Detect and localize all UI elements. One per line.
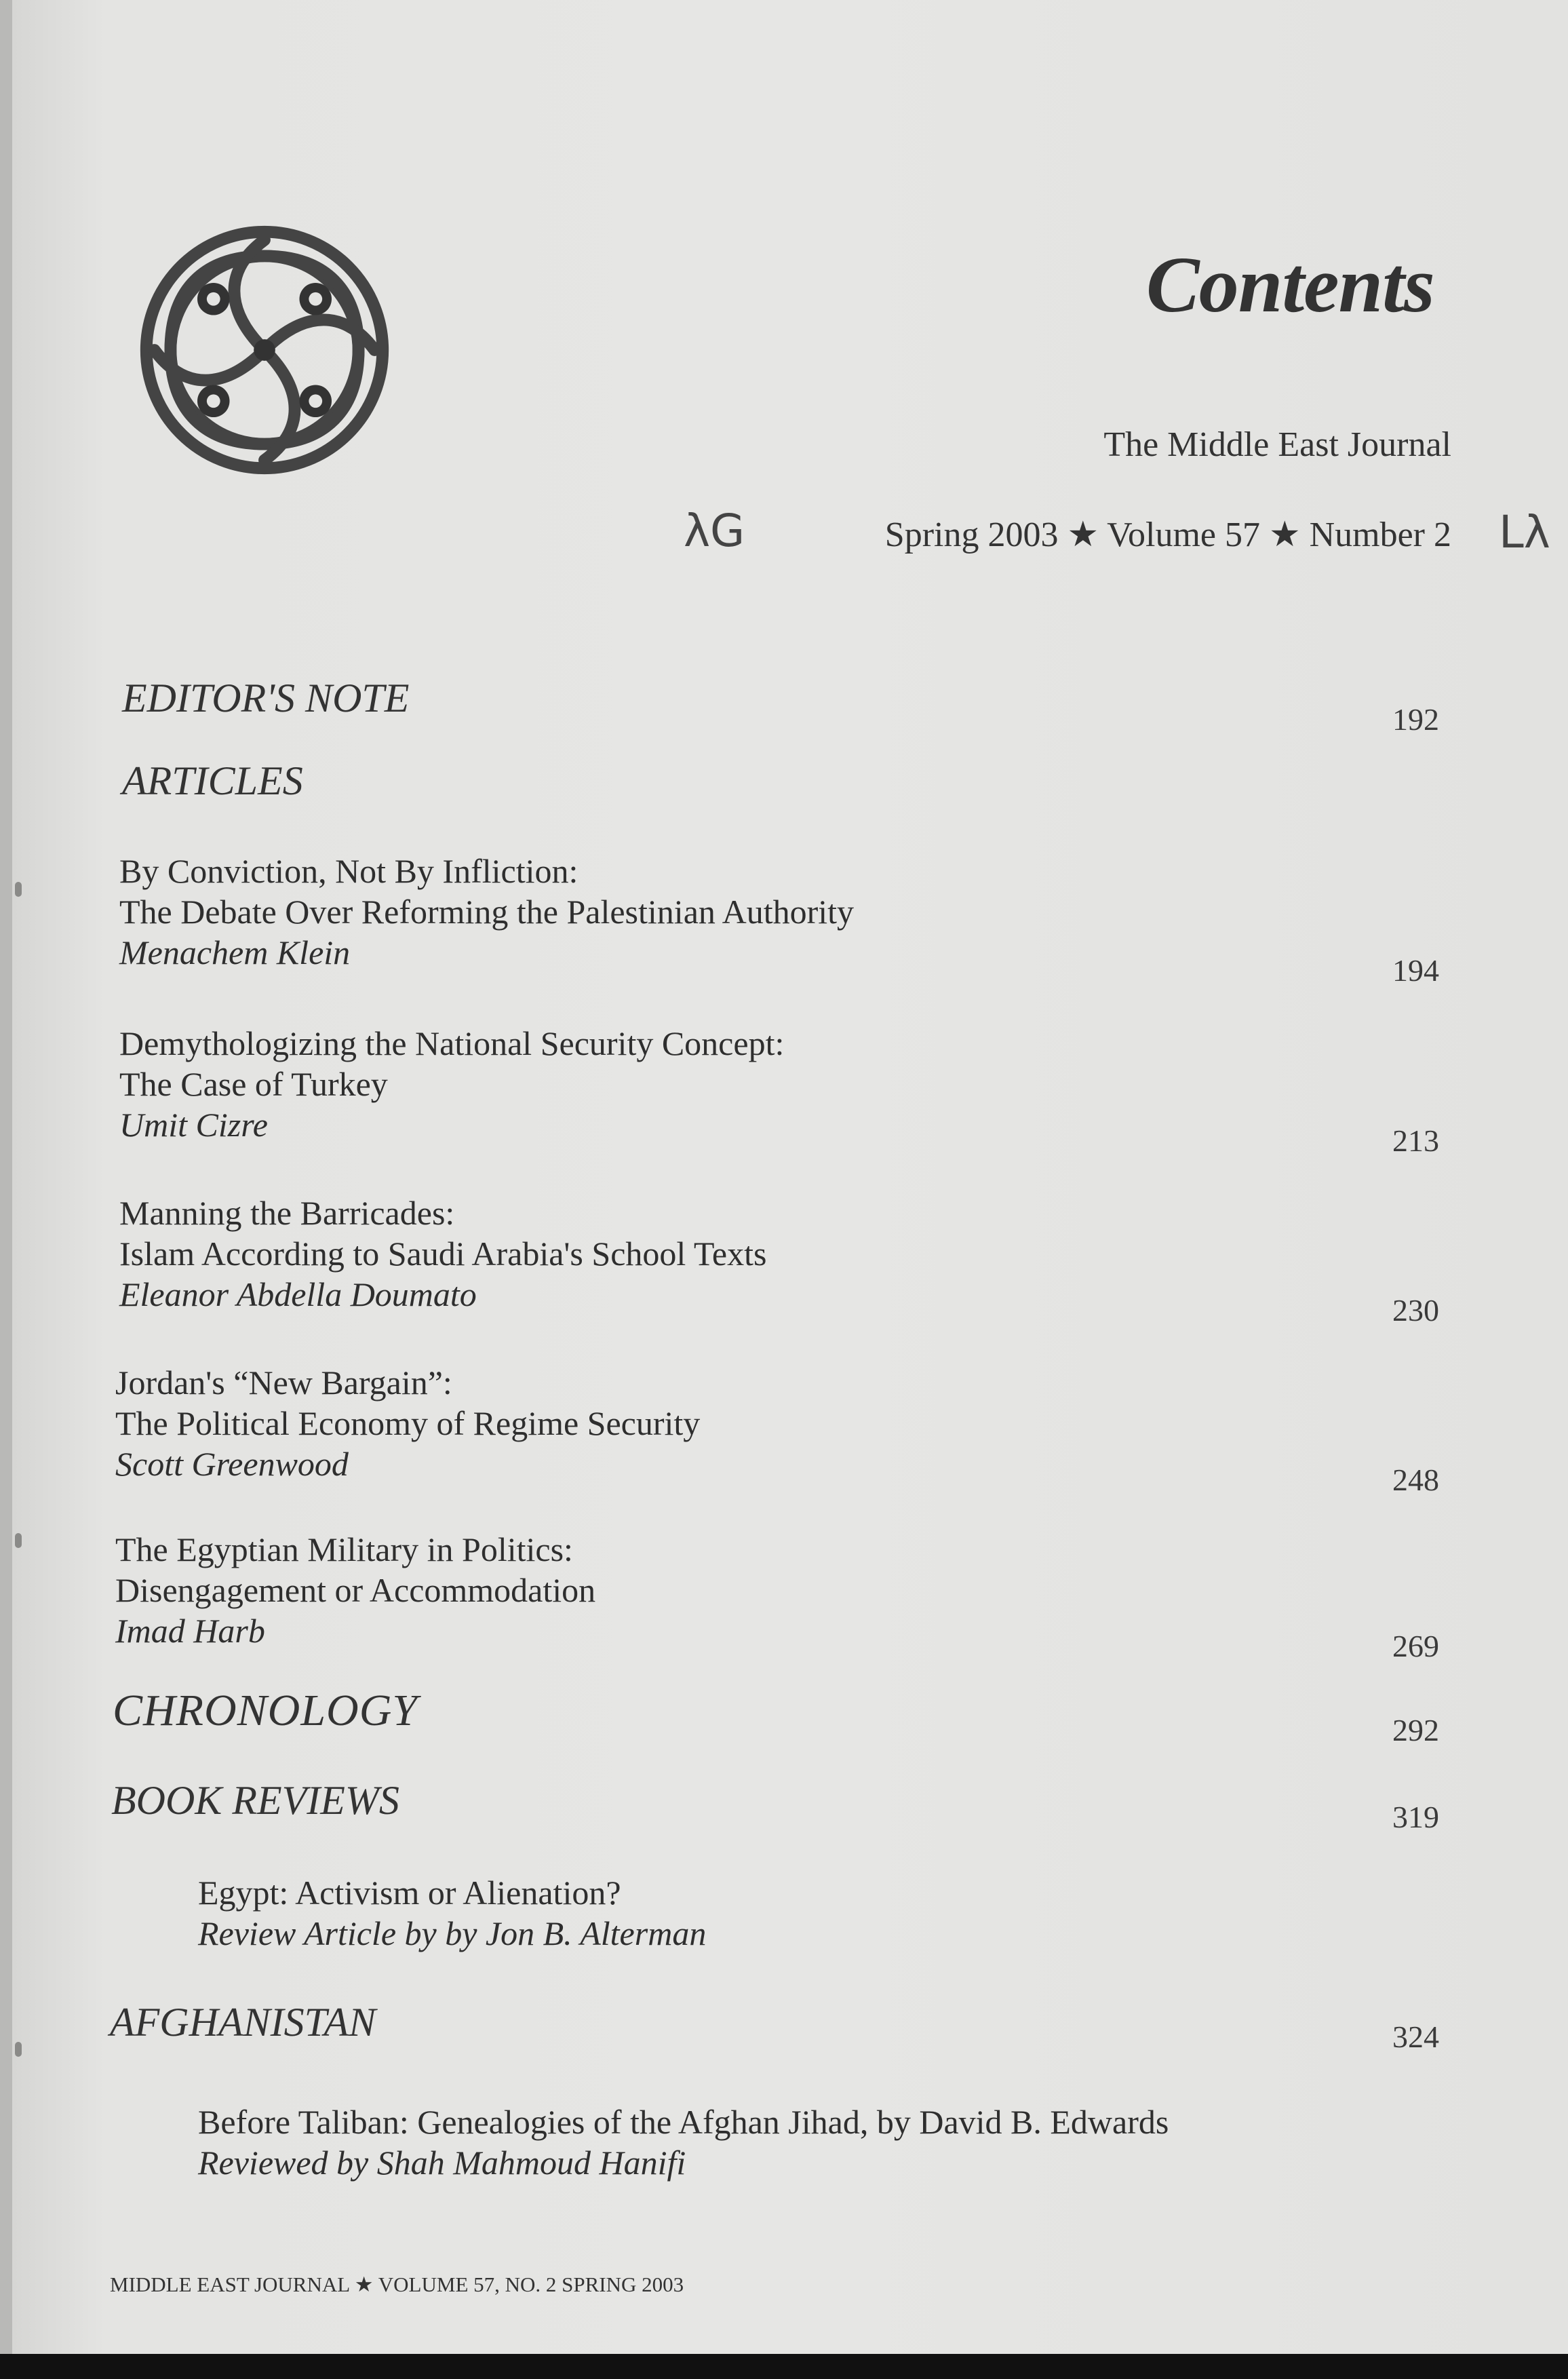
section-chronology: CHRONOLOGY (113, 1686, 418, 1735)
article-3-line2: Islam According to Saudi Arabia's School Texts (119, 1235, 767, 1273)
page-number-article-2: 213 (1392, 1123, 1439, 1158)
handwritten-mark-right: Lλ (1499, 506, 1550, 558)
page-number-article-3: 230 (1392, 1293, 1439, 1328)
page-footer: MIDDLE EAST JOURNAL ★ VOLUME 57, NO. 2 SPRING 2003 (110, 2272, 684, 2296)
binding-hole (15, 882, 22, 897)
article-3-author: Eleanor Abdella Doumato (119, 1275, 477, 1313)
review-taliban[interactable] (198, 2102, 1169, 2183)
binding-hole (15, 1533, 22, 1548)
article-5[interactable] (115, 1529, 595, 1651)
section-articles: ARTICLES (122, 758, 303, 803)
page-number-article-1: 194 (1392, 953, 1439, 988)
article-3[interactable] (119, 1193, 766, 1315)
article-2[interactable] (119, 1023, 784, 1145)
section-book-reviews: BOOK REVIEWS (111, 1778, 399, 1823)
scan-bottom-band (0, 2354, 1568, 2379)
article-5-author: Imad Harb (115, 1612, 265, 1650)
review-egypt-byline: Review Article by by Jon B. Alterman (198, 1914, 707, 1952)
page-title: Contents (1146, 240, 1434, 329)
article-1[interactable] (119, 851, 854, 973)
article-3-line1: Manning the Barricades: (119, 1194, 455, 1232)
binding-hole (15, 2042, 22, 2057)
page-left-edge (0, 0, 12, 2354)
journal-knot-logo-icon (130, 216, 399, 484)
issue-info: Spring 2003 ★ Volume 57 ★ Number 2 (884, 516, 1451, 554)
page-number-chronology: 292 (1392, 1713, 1439, 1747)
review-taliban-title: Before Taliban: Genealogies of the Afghan Jihad, by David B. Edwards (198, 2103, 1169, 2141)
article-4[interactable] (115, 1362, 700, 1484)
article-4-line1: Jordan's “New Bargain”: (115, 1363, 452, 1401)
article-1-author: Menachem Klein (119, 933, 351, 971)
article-2-line1: Demythologizing the National Security Concept: (119, 1024, 785, 1062)
page-number-editors-note: 192 (1392, 702, 1439, 737)
journal-name: The Middle East Journal (1103, 425, 1451, 464)
article-2-author: Umit Cizre (119, 1106, 268, 1144)
section-afghanistan: AFGHANISTAN (110, 2000, 376, 2045)
article-1-line1: By Conviction, Not By Infliction: (119, 852, 579, 890)
review-taliban-byline: Reviewed by Shah Mahmoud Hanifi (198, 2144, 686, 2182)
page-number-article-5: 269 (1392, 1629, 1439, 1663)
section-editors-note: EDITOR'S NOTE (122, 676, 410, 720)
article-5-line1: The Egyptian Military in Politics: (115, 1530, 573, 1568)
article-1-line2: The Debate Over Reforming the Palestinian Authority (119, 893, 855, 931)
review-egypt-title: Egypt: Activism or Alienation? (198, 1874, 621, 1912)
review-egypt[interactable] (198, 1872, 706, 1954)
page-number-afghanistan: 324 (1392, 2019, 1439, 2054)
article-4-author: Scott Greenwood (115, 1445, 349, 1483)
page-number-article-4: 248 (1392, 1463, 1439, 1497)
article-4-line2: The Political Economy of Regime Security (115, 1404, 701, 1442)
article-2-line2: The Case of Turkey (119, 1065, 388, 1103)
article-5-line2: Disengagement or Accommodation (115, 1571, 596, 1609)
page-number-book-reviews: 319 (1392, 1800, 1439, 1834)
handwritten-mark-left: λG (684, 505, 745, 557)
